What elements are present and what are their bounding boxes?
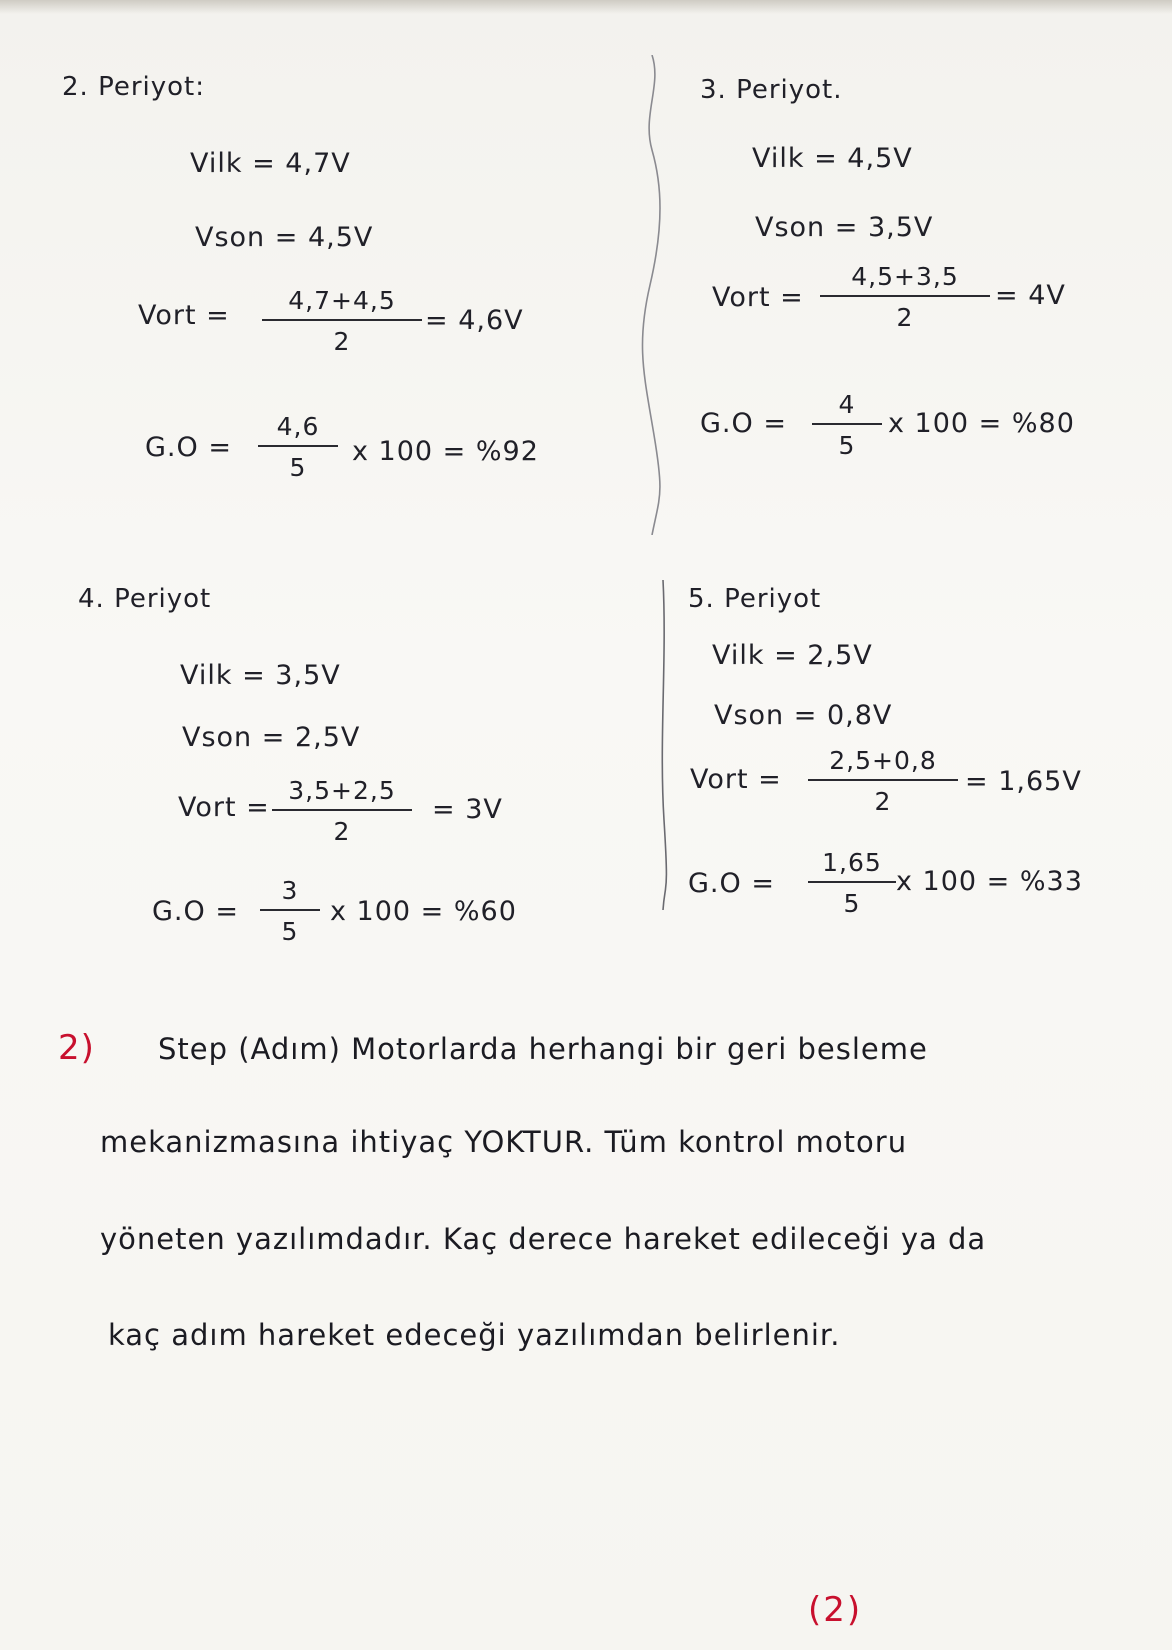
period-5-vort-fraction	[808, 746, 958, 816]
answer-line-3: yöneten yazılımdadır. Kaç derece hareket edileceği ya da	[100, 1222, 987, 1256]
period-4-vort-denominator: 2	[333, 817, 351, 846]
page-number: (2)	[808, 1590, 863, 1630]
answer-line-4: kaç adım hareket edeceği yazılımdan belirlenir.	[108, 1318, 841, 1352]
column-divider-bottom	[655, 580, 675, 910]
fraction-bar	[820, 295, 990, 297]
period-5-vort-label: Vort =	[690, 764, 782, 795]
period-5-go-fraction	[808, 848, 896, 918]
period-5-go-numerator: 1,65	[822, 848, 882, 877]
period-3-vort-result: = 4V	[995, 280, 1066, 311]
period-3-heading: 3. Periyot.	[700, 75, 843, 105]
period-4-go-denominator: 5	[281, 917, 299, 946]
period-2-vilk: Vilk = 4,7V	[190, 148, 351, 179]
period-4-vort-numerator: 3,5+2,5	[288, 776, 396, 805]
period-5-vort-numerator: 2,5+0,8	[829, 746, 937, 775]
period-5-go-label: G.O =	[688, 868, 775, 899]
fraction-bar	[262, 319, 422, 321]
period-5-vilk: Vilk = 2,5V	[712, 640, 873, 671]
period-2-vort-fraction	[262, 286, 422, 356]
period-2-vort-result: = 4,6V	[425, 305, 524, 336]
period-5-go-denominator: 5	[843, 889, 861, 918]
period-4-vort-result: = 3V	[432, 794, 503, 825]
period-4-vort-label: Vort =	[178, 792, 270, 823]
period-3-vort-fraction	[820, 262, 990, 332]
period-2-vort-numerator: 4,7+4,5	[288, 286, 396, 315]
fraction-bar	[260, 909, 320, 911]
period-3-go-label: G.O =	[700, 408, 787, 439]
period-4-vilk: Vilk = 3,5V	[180, 660, 341, 691]
period-2-go-fraction	[258, 412, 338, 482]
answer-line-2: mekanizmasına ihtiyaç YOKTUR. Tüm kontrol motoru	[100, 1125, 908, 1159]
period-2-go-numerator: 4,6	[276, 412, 320, 441]
period-4-vort-fraction	[272, 776, 412, 846]
period-5-vort-denominator: 2	[874, 787, 892, 816]
period-4-go-fraction	[260, 876, 320, 946]
fraction-bar	[258, 445, 338, 447]
period-3-go-numerator: 4	[838, 390, 856, 419]
period-2-go-result: x 100 = %92	[352, 436, 539, 467]
period-3-go-result: x 100 = %80	[888, 408, 1075, 439]
period-2-heading: 2. Periyot:	[62, 72, 205, 102]
period-3-vson: Vson = 3,5V	[755, 212, 934, 243]
period-5-vson: Vson = 0,8V	[714, 700, 893, 731]
answer-number: 2)	[58, 1028, 95, 1068]
period-4-go-numerator: 3	[281, 876, 299, 905]
answer-line-1: Step (Adım) Motorlarda herhangi bir geri besleme	[158, 1032, 928, 1066]
period-4-go-label: G.O =	[152, 896, 239, 927]
period-4-vson: Vson = 2,5V	[182, 722, 361, 753]
period-3-go-fraction	[812, 390, 882, 460]
fraction-bar	[812, 423, 882, 425]
period-3-vort-label: Vort =	[712, 282, 804, 313]
period-4-heading: 4. Periyot	[78, 584, 212, 614]
period-2-vson: Vson = 4,5V	[195, 222, 374, 253]
period-4-go-result: x 100 = %60	[330, 896, 517, 927]
period-5-heading: 5. Periyot	[688, 584, 822, 614]
fraction-bar	[272, 809, 412, 811]
column-divider-top	[640, 55, 670, 535]
page-edge-shadow	[0, 0, 1172, 14]
period-2-vort-label: Vort =	[138, 300, 230, 331]
period-3-vort-numerator: 4,5+3,5	[851, 262, 959, 291]
period-3-vilk: Vilk = 4,5V	[752, 143, 913, 174]
period-3-go-denominator: 5	[838, 431, 856, 460]
period-2-vort-denominator: 2	[333, 327, 351, 356]
period-2-go-denominator: 5	[289, 453, 307, 482]
period-3-vort-denominator: 2	[896, 303, 914, 332]
period-5-vort-result: = 1,65V	[965, 766, 1082, 797]
fraction-bar	[808, 881, 896, 883]
fraction-bar	[808, 779, 958, 781]
period-5-go-result: x 100 = %33	[896, 866, 1083, 897]
period-2-go-label: G.O =	[145, 432, 232, 463]
